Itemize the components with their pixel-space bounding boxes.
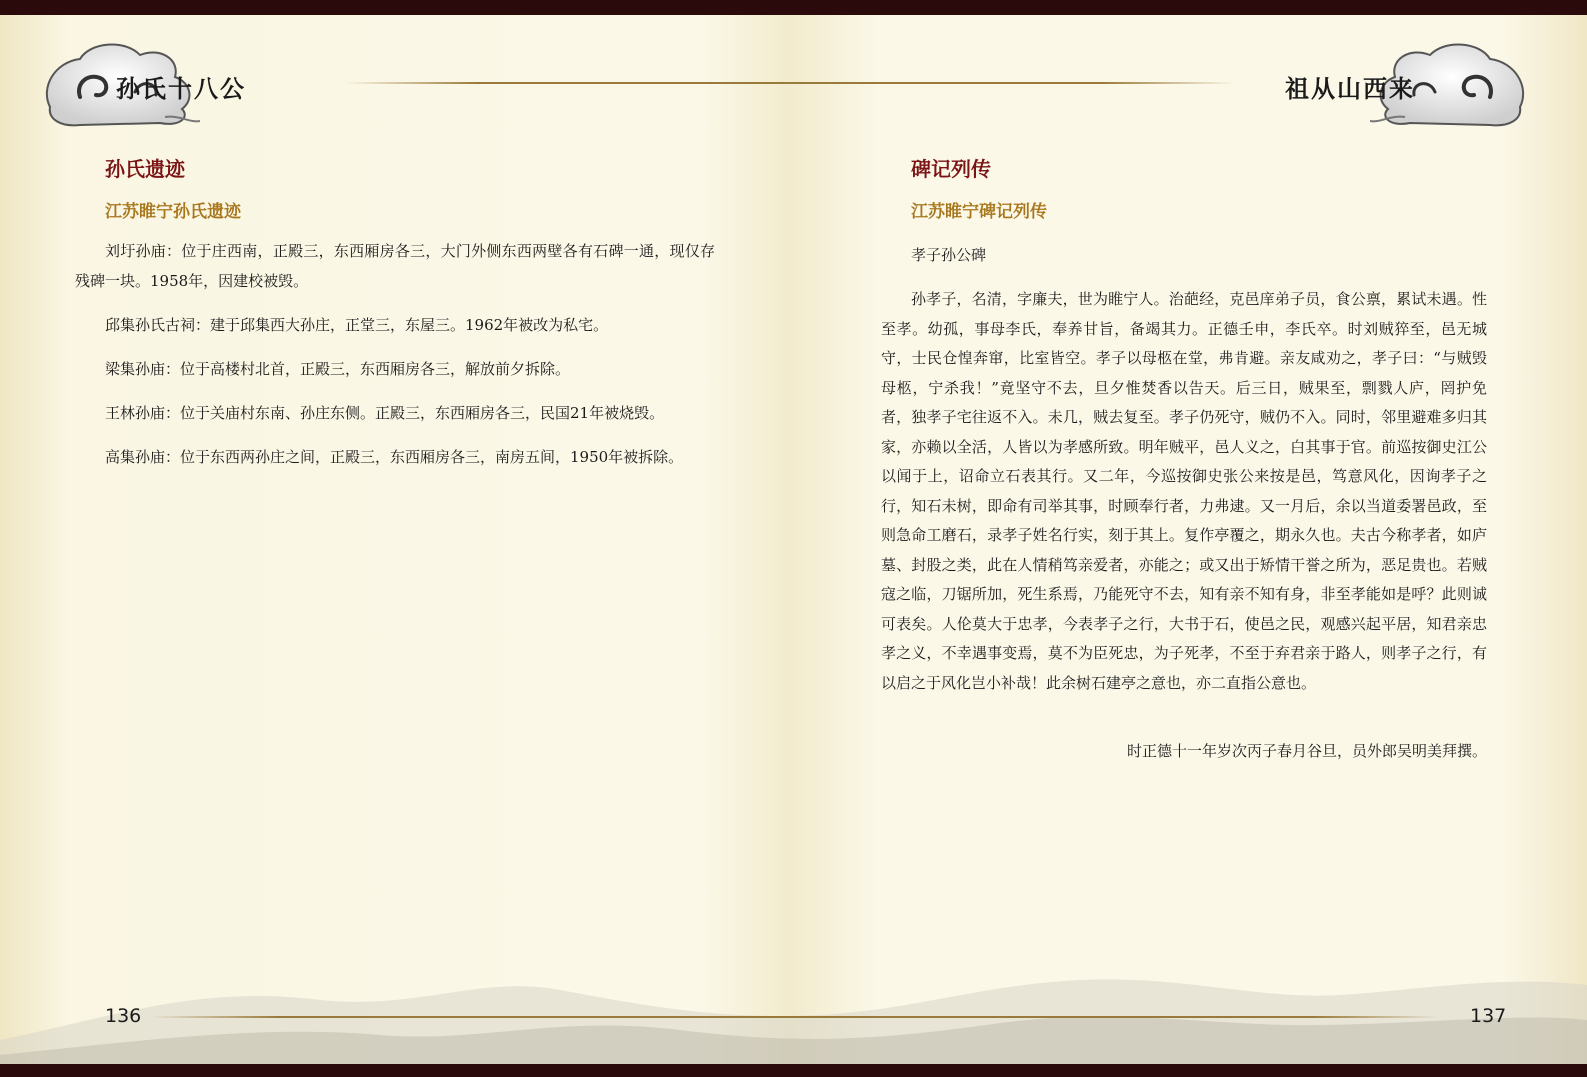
paragraph: 刘圩孙庙：位于庄西南，正殿三，东西厢房各三，大门外侧东西两壁各有石碑一通，现仅存残碑一块。1958年，因建校被毁。 (75, 242, 715, 290)
paragraph: 高集孙庙：位于东西两孙庄之间，正殿三，东西厢房各三，南房五间，1950年被拆除。 (105, 448, 684, 466)
running-head-left: 孙氏十八公 (116, 75, 246, 103)
sub-title-right: 江苏睢宁碑记列传 (911, 202, 1047, 222)
book-spread (0, 15, 1587, 1064)
bottom-border (0, 1064, 1587, 1077)
stele-text: 孙孝子，名清，字廉夫，世为睢宁人。治葩经，克邑庠弟子员，食公禀，累试未遇。性至孝。幼孤，事母李氏，奉养甘旨，备竭其力。正德壬申，李氏卒。时刘贼猝至，邑无城守，士民仓惶奔窜，比室皆空。孝子以母柩在堂，弗肯避。亲友咸劝之，孝子曰：“与贼毁母柩，宁杀我！”竟坚守不去，旦夕惟焚香以告天。后三日，贼果至，剽戮人庐，罔护免者，独孝子宅往返不入。未几，贼去复至。孝子仍死守，贼仍不入。同时，邻里避难多归其家，亦赖以全活，人皆以为孝感所致。明年贼平，邑人义之，白其事于官。前巡按御史江公以闻于上，诏命立石表其行。又二年，今巡按御史张公来按是邑，笃意风化，因询孝子之行，知石未树，即命有司举其事，时顾奉行者，力弗逮。又一月后，余以当道委署邑政，至则急命工磨石，录孝子姓名行实，刻于其上。复作亭覆之，期永久也。夫古今称孝者，如庐墓、封股之类，此在人情稍笃亲爱者，亦能之；或又出于矫情干誉之所为，恶足贵也。若贼寇之临，刀锯所加，死生系焉，乃能死守不去，知有亲不知有身，非至孝能如是呼？此则诚可表矣。人伦莫大于忠孝，今表孝子之行，大书于石，使邑之民，观感兴起平居，知君亲忠孝之义，不幸遇事变焉，莫不为臣死忠，为子死孝，不至于弃君亲于路人，则孝子之行，有以启之于风化岂小补哉！此余树石建亭之意也，亦二直指公意也。 (881, 290, 1487, 692)
paragraph: 邱集孙氏古祠：建于邱集西大孙庄，正堂三，东屋三。1962年被改为私宅。 (105, 316, 609, 334)
footer-divider (150, 1016, 1440, 1018)
section-title-left: 孙氏遗迹 (105, 157, 185, 181)
stele-title: 孝子孙公碑 (911, 246, 987, 264)
running-head-right: 祖从山西来 (1285, 75, 1415, 103)
paragraph: 梁集孙庙：位于高楼村北首，正殿三，东西厢房各三，解放前夕拆除。 (105, 360, 571, 378)
page-number-left: 136 (105, 1005, 142, 1027)
paragraph: 王林孙庙：位于关庙村东南、孙庄东侧。正殿三，东西厢房各三，民国21年被烧毁。 (105, 404, 665, 422)
mountain-landscape-icon (0, 945, 1587, 1064)
section-title-right: 碑记列传 (911, 157, 991, 181)
stele-signature: 时正德十一年岁次丙子春月谷旦，员外郎吴明美拜撰。 (1126, 742, 1487, 760)
sub-title-left: 江苏睢宁孙氏遗迹 (105, 202, 241, 222)
page-number-right: 137 (1470, 1005, 1507, 1027)
header-divider (345, 82, 1235, 84)
